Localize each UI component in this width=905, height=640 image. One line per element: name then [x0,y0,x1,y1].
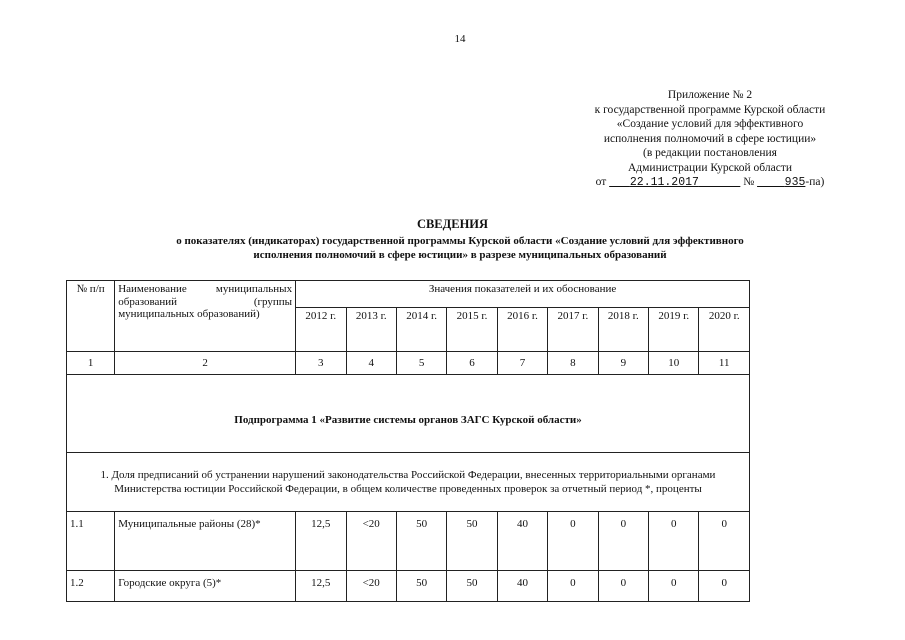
subprogram-title: Подпрограмма 1 «Развитие системы органов ЗАГС Курской области» [67,375,750,453]
decree-reference [560,175,860,191]
appendix-line: Приложение № 2 [667,89,753,101]
appendix-line: исполнения полномочий в сфере юстиции» [603,132,817,145]
row-value: 0 [548,512,598,571]
header-year: 2012 г. [296,307,346,351]
table-row [67,512,750,571]
header-year: 2015 г. [447,307,497,351]
from-label: от [595,176,607,188]
header-values: Значения показателей и их обоснование [296,281,750,308]
document-subtitle [110,235,810,262]
number-label: № [743,176,755,188]
row-value: 0 [649,571,699,602]
header-year: 2014 г. [396,307,446,351]
row-value: 0 [649,512,699,571]
column-index: 9 [598,352,648,375]
row-value: 50 [396,512,446,571]
row-value: 0 [699,571,750,602]
row-num: 1.1 [67,512,115,571]
column-index: 11 [699,352,750,375]
subtitle-line: исполнения полномочий в сфере юстиции» в разрезе муниципальных образований [253,248,667,261]
row-value: <20 [346,571,396,602]
row-value: 50 [396,571,446,602]
header-year: 2013 г. [346,307,396,351]
appendix-line: Администрации Курской области [628,161,792,174]
row-value: 0 [598,512,648,571]
appendix-line: к государственной программе Курской области [594,103,826,116]
header-year: 2020 г. [699,307,750,351]
table-row [67,571,750,602]
column-index: 3 [296,352,346,375]
row-value: 0 [699,512,750,571]
appendix-block [560,88,860,191]
row-num: 1.2 [67,571,115,602]
header-year: 2019 г. [649,307,699,351]
row-name: Городские округа (5)* [115,571,296,602]
document-title: СВЕДЕНИЯ [416,217,489,231]
decree-number: 935 [784,176,806,189]
page-number: 14 [454,33,466,45]
row-value: 12,5 [296,512,346,571]
indicator-row [67,453,750,512]
header-year: 2016 г. [497,307,547,351]
header-year: 2017 г. [548,307,598,351]
column-index: 10 [649,352,699,375]
header-name: Наименование муниципальных образований (группы муниципальных образований) [115,281,296,352]
row-value: 40 [497,571,547,602]
column-index: 7 [497,352,547,375]
column-index: 8 [548,352,598,375]
column-index: 2 [115,352,296,375]
column-index: 4 [346,352,396,375]
appendix-line: (в редакции постановления [643,147,777,159]
row-value: 50 [447,571,497,602]
column-index: 5 [396,352,446,375]
row-value: 12,5 [296,571,346,602]
row-value: 40 [497,512,547,571]
row-value: 0 [598,571,648,602]
row-value: <20 [346,512,396,571]
column-index: 6 [447,352,497,375]
appendix-line: «Создание условий для эффективного [616,118,804,130]
subprogram-row [67,375,750,453]
indicators-table [66,280,750,602]
decree-suffix: -па) [805,176,825,188]
column-index-row [67,352,750,375]
row-value: 50 [447,512,497,571]
column-index: 1 [67,352,115,375]
header-year: 2018 г. [598,307,648,351]
header-num: № п/п [67,281,115,352]
subtitle-line: о показателях (индикаторах) государственной программы Курской области «Создание условий для эффективного [176,235,744,247]
row-value: 0 [548,571,598,602]
row-name: Муниципальные районы (28)* [115,512,296,571]
indicator-title: 1. Доля предписаний об устранении нарушений законодательства Российской Федерации, внесенных территориальными органами Министерства юстиции Российской Федерации, в общем количестве проведенных проверок за отчетный период *, проценты [67,453,750,512]
table-header-row [67,281,750,308]
decree-date: 22.11.2017 [629,176,699,189]
